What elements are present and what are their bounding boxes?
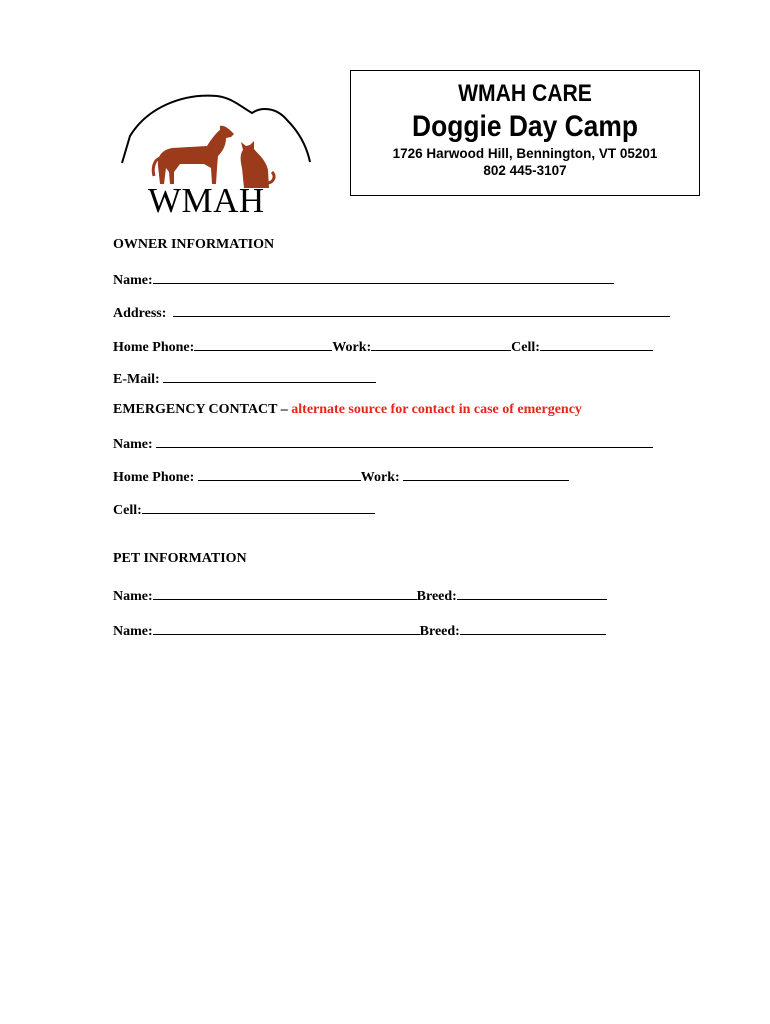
owner-home-phone-label: Home Phone: (113, 340, 195, 355)
pet-breed-field[interactable] (457, 586, 607, 600)
owner-phone-row (113, 337, 653, 357)
owner-heading: OWNER INFORMATION (113, 237, 275, 252)
header-title: WMAH CARE (458, 80, 592, 107)
emergency-heading: EMERGENCY CONTACT – (113, 402, 292, 417)
header-subtitle: Doggie Day Camp (412, 110, 638, 143)
header-box (350, 70, 700, 196)
pet-row-1 (113, 586, 607, 606)
emergency-work-field[interactable] (403, 467, 569, 481)
emergency-home-phone-label: Home Phone: (113, 470, 195, 485)
pet-breed-label: Breed: (419, 624, 460, 639)
emergency-cell-row (113, 500, 375, 520)
emergency-name-field[interactable] (156, 434, 653, 448)
logo-wordmark: WMAH (148, 181, 265, 220)
pet-breed-field[interactable] (460, 621, 606, 635)
owner-work-label: Work: (332, 340, 372, 355)
pet-name-field[interactable] (153, 586, 417, 600)
emergency-cell-field[interactable] (142, 500, 375, 514)
owner-email-row (113, 369, 376, 389)
emergency-phone-row (113, 467, 569, 487)
emergency-home-phone-field[interactable] (198, 467, 361, 481)
pet-name-label: Name: (113, 624, 153, 639)
pet-heading: PET INFORMATION (113, 551, 247, 566)
pet-name-label: Name: (113, 589, 153, 604)
pet-name-field[interactable] (153, 621, 420, 635)
owner-email-label: E-Mail: (113, 372, 160, 387)
owner-work-field[interactable] (371, 337, 511, 351)
owner-home-phone-field[interactable] (194, 337, 332, 351)
owner-cell-field[interactable] (540, 337, 653, 351)
pet-breed-label: Breed: (416, 589, 457, 604)
owner-address-label: Address: (113, 306, 167, 321)
header-phone: 802 445-3107 (483, 163, 567, 178)
emergency-note: alternate source for contact in case of emergency (291, 402, 582, 417)
emergency-work-label: Work: (360, 470, 400, 485)
header-address: 1726 Harwood Hill, Bennington, VT 05201 (392, 146, 658, 161)
owner-address-field[interactable] (173, 303, 670, 317)
owner-address-row (113, 303, 670, 323)
pet-row-2 (113, 621, 606, 641)
owner-name-field[interactable] (153, 270, 614, 284)
owner-name-label: Name: (113, 273, 153, 288)
emergency-name-row (113, 434, 653, 454)
emergency-name-label: Name: (113, 437, 153, 452)
owner-email-field[interactable] (163, 369, 376, 383)
owner-name-row (113, 270, 614, 290)
emergency-cell-label: Cell: (113, 503, 142, 518)
emergency-heading-row (113, 401, 582, 419)
owner-cell-label: Cell: (511, 340, 540, 355)
